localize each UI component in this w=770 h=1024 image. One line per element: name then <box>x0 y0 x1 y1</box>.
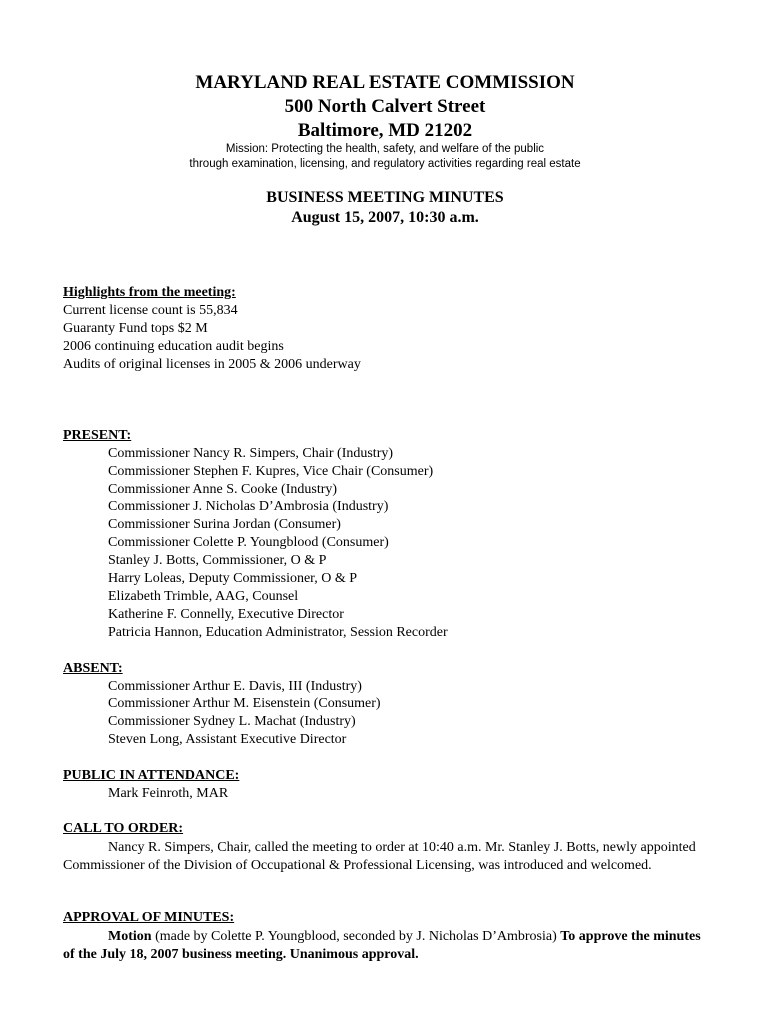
city-address: Baltimore, MD 21202 <box>297 120 473 141</box>
present-item: Commissioner J. Nicholas D’Ambrosia (Industry) <box>108 499 389 514</box>
absent-item: Commissioner Sydney L. Machat (Industry) <box>108 714 356 729</box>
present-item: Commissioner Anne S. Cooke (Industry) <box>108 482 338 497</box>
approval-heading: APPROVAL OF MINUTES: <box>63 910 235 925</box>
motion-result: To approve the minutes of the July 18, 2007 business meeting. Unanimous approval. <box>63 929 701 962</box>
highlight-item: Audits of original licenses in 2005 & 2006 underway <box>63 357 361 372</box>
present-item: Commissioner Nancy R. Simpers, Chair (Industry) <box>108 446 394 461</box>
absent-item: Commissioner Arthur E. Davis, III (Industry) <box>108 679 362 694</box>
highlight-item: Guaranty Fund tops $2 M <box>63 321 208 336</box>
meeting-date: August 15, 2007, 10:30 a.m. <box>291 209 479 226</box>
present-item: Commissioner Surina Jordan (Consumer) <box>108 517 341 532</box>
call-to-order-text: Nancy R. Simpers, Chair, called the meeting to order at 10:40 a.m. Mr. Stanley J. Botts, newly appointed Commissioner of the Division of Occupational & Professional Licensing, was introduced and welcomed. <box>63 840 696 873</box>
present-item: Patricia Hannon, Education Administrator, Session Recorder <box>108 625 448 640</box>
mission-line-2: through examination, licensing, and regulatory activities regarding real estate <box>189 158 581 170</box>
approval-text <box>63 928 703 964</box>
absent-heading: ABSENT: <box>63 661 123 676</box>
motion-label: Motion <box>108 929 152 944</box>
present-item: Elizabeth Trimble, AAG, Counsel <box>108 589 299 604</box>
present-item: Harry Loleas, Deputy Commissioner, O & P <box>108 571 358 586</box>
present-item: Commissioner Stephen F. Kupres, Vice Chair (Consumer) <box>108 464 434 479</box>
highlight-item: Current license count is 55,834 <box>63 303 238 318</box>
call-to-order-heading: CALL TO ORDER: <box>63 821 184 836</box>
org-name: MARYLAND REAL ESTATE COMMISSION <box>195 72 575 93</box>
absent-item: Commissioner Arthur M. Eisenstein (Consumer) <box>108 696 381 711</box>
public-item: Mark Feinroth, MAR <box>108 786 229 801</box>
highlight-item: 2006 continuing education audit begins <box>63 339 284 354</box>
present-item: Commissioner Colette P. Youngblood (Consumer) <box>108 535 389 550</box>
highlights-heading: Highlights from the meeting: <box>63 285 236 300</box>
present-heading: PRESENT: <box>63 428 132 443</box>
mission-line-1: Mission: Protecting the health, safety, and welfare of the public <box>225 143 545 155</box>
public-heading: PUBLIC IN ATTENDANCE: <box>63 768 240 783</box>
document-title: BUSINESS MEETING MINUTES <box>266 189 504 206</box>
present-item: Katherine F. Connelly, Executive Director <box>108 607 344 622</box>
present-item: Stanley J. Botts, Commissioner, O & P <box>108 553 327 568</box>
absent-item: Steven Long, Assistant Executive Director <box>108 732 347 747</box>
street-address: 500 North Calvert Street <box>284 96 486 117</box>
motion-detail: (made by Colette P. Youngblood, seconded by J. Nicholas D’Ambrosia) <box>151 929 561 944</box>
